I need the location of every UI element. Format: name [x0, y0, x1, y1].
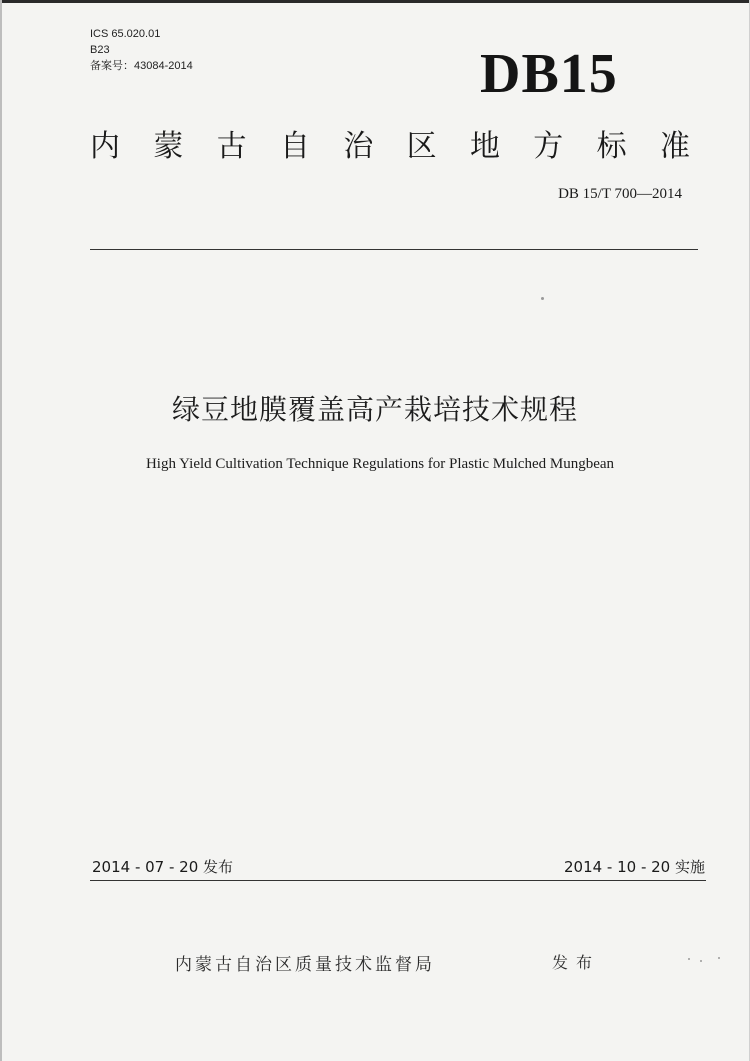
document-title-chinese: 绿豆地膜覆盖高产栽培技术规程	[171, 393, 578, 426]
title-char: 古	[216, 129, 247, 164]
scan-speck	[541, 297, 544, 300]
filing-number: 备案号：43084-2014	[90, 60, 193, 72]
title-char: 内	[90, 129, 120, 164]
classification-block	[90, 26, 193, 74]
issue-date: 2014 - 07 - 20 发布	[92, 858, 234, 876]
footer-divider	[90, 880, 706, 881]
scan-speck	[718, 957, 720, 959]
issue-label: 发布	[552, 953, 601, 972]
title-char: 治	[343, 129, 374, 164]
title-char: 标	[596, 129, 627, 164]
document-title-english: High Yield Cultivation Technique Regulations for Plastic Mulched Mungbean	[145, 456, 615, 472]
ccs-code: B23	[90, 44, 110, 56]
title-char: 自	[279, 129, 310, 164]
top-border	[0, 0, 750, 3]
standard-type-title	[90, 125, 690, 169]
header-divider	[90, 249, 698, 250]
title-char: 区	[406, 129, 437, 164]
standard-code-logo: DB15	[480, 43, 618, 105]
scan-speck	[700, 960, 702, 962]
title-char: 方	[533, 129, 564, 164]
scan-speck	[688, 958, 690, 960]
ics-code: ICS 65.020.01	[90, 28, 161, 40]
title-char: 准	[659, 129, 690, 164]
standard-number: DB 15/T 700—2014	[558, 186, 682, 202]
left-scan-edge	[0, 0, 2, 1061]
title-char: 地	[469, 129, 500, 164]
implementation-date: 2014 - 10 - 20 实施	[563, 858, 705, 876]
title-char: 蒙	[153, 129, 184, 164]
issuing-authority: 内蒙古自治区质量技术监督局	[175, 955, 435, 975]
